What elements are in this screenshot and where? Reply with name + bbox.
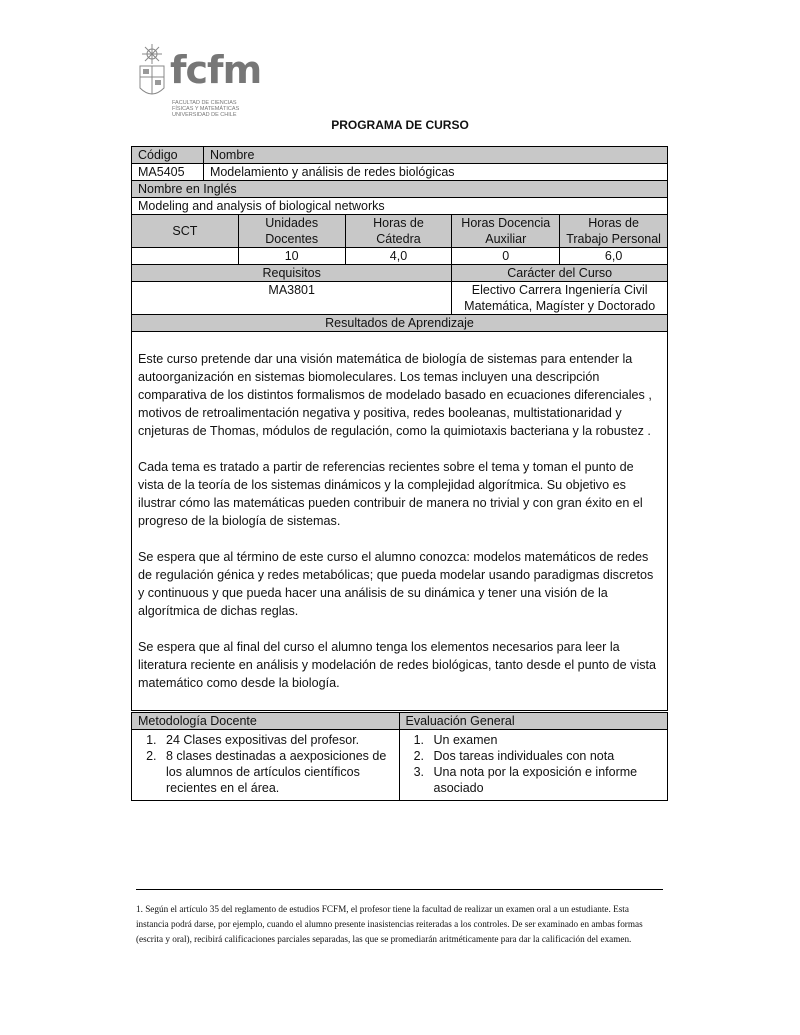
auxiliar-header: Horas Docencia Auxiliar [452, 215, 560, 248]
catedra-header: Horas de Cátedra [345, 215, 452, 248]
list-item: 3. Una nota por la exposición e informe asociado [428, 764, 661, 796]
sct-value [132, 248, 239, 265]
caracter-label: Carácter del Curso [452, 265, 668, 282]
resultados-label: Resultados de Aprendizaje [132, 315, 668, 332]
fcfm-logo [136, 44, 266, 120]
course-name: Modelamiento y análisis de redes biológicas [203, 164, 667, 181]
resultados-paragraph: Este curso pretende dar una visión matemática de biología de sistemas para entender la autoorganización en sistemas biomoleculares. Los temas incluyen una descripción comparativa de los distintos formalismos de modelado basado en ecuaciones diferenciales , motivos de retroalimentación negativa y positiva, redes booleanas, multistationaridad y cnjeturas de Thomas, módulos de regulación, como la quimiotaxis bacteriana y la robustez . [138, 352, 652, 438]
unidades-value: 10 [238, 248, 345, 265]
metodologia-cell [132, 730, 400, 801]
footnote: 1. Según el artículo 35 del reglamento de estudios FCFM, el profesor tiene la facultad de realizar un examen oral a un estudiante. Esta instancia podrá darse, por ejemplo, cuando el alumno presente inasistencias reiteradas a los controles. De ser examinado en ambas formas (escrita y oral), recibirá calificaciones parciales separadas, las que se promediarán aritméticamente para dar la calificación del examen. [136, 904, 643, 944]
logo-wordmark: fcfm [170, 48, 262, 92]
evaluacion-label: Evaluación General [399, 713, 667, 730]
resultados-paragraph: Se espera que al término de este curso el alumno conozca: modelos matemáticos de redes de regulación génica y redes metabólicas; que pueda modelar usando paradigmas discretos y continuous y que pueda hacer una análisis de su dinámica y tener una visión de la algorítmica de dichas reglas. [138, 550, 654, 618]
sct-header: SCT [132, 215, 239, 248]
list-item: 1. 24 Clases expositivas del profesor. [160, 732, 393, 748]
requisitos-value: MA3801 [132, 282, 452, 315]
personal-value: 6,0 [560, 248, 668, 265]
logo-subtitle-line: UNIVERSIDAD DE CHILE [172, 112, 237, 118]
unidades-header: Unidades Docentes [238, 215, 345, 248]
list-item: 2. Dos tareas individuales con nota [428, 748, 661, 764]
logo-subtitle [172, 100, 239, 118]
requisitos-label: Requisitos [132, 265, 452, 282]
personal-header: Horas de Trabajo Personal [560, 215, 668, 248]
resultados-content [132, 332, 668, 711]
list-item: 2. 8 clases destinadas a aexposiciones de los alumnos de artículos científicos recientes en el área. [160, 748, 393, 796]
page-title: PROGRAMA DE CURSO [331, 118, 469, 132]
resultados-paragraph: Se espera que al final del curso el alumno tenga los elementos necesarios para leer la literatura reciente en análisis y modelación de redes biológicas, tanto desde el punto de vista matemático como desde la biología. [138, 640, 657, 690]
course-program-table [131, 146, 668, 711]
logo-subtitle-line: FÍSICAS Y MATEMÁTICAS [172, 106, 240, 112]
metodologia-list [138, 732, 393, 796]
english-name-label: Nombre en Inglés [132, 181, 668, 198]
english-name: Modeling and analysis of biological networks [132, 198, 668, 215]
metodologia-label: Metodología Docente [132, 713, 400, 730]
code-label: Código [132, 147, 204, 164]
course-code: MA5405 [132, 164, 204, 181]
footnote-divider [136, 889, 663, 890]
auxiliar-value: 0 [452, 248, 560, 265]
evaluacion-cell [399, 730, 667, 801]
catedra-value: 4,0 [345, 248, 452, 265]
university-crest-icon [136, 44, 168, 114]
list-item: 1. Un examen [428, 732, 661, 748]
evaluacion-list [406, 732, 661, 796]
methodology-evaluation-table [131, 712, 668, 801]
caracter-value: Electivo Carrera Ingeniería Civil Matemática, Magíster y Doctorado [452, 282, 668, 315]
logo-subtitle-line: FACULTAD DE CIENCIAS [172, 100, 237, 106]
resultados-paragraph: Cada tema es tratado a partir de referencias recientes sobre el tema y toman el punto de vista de la teoría de los sistemas dinámicos y la complejidad algorítmica. Su objetivo es ilustrar cómo las matemáticas pueden contribuir de manera no trivial y con gran éxito en el progreso de la biología de sistemas. [138, 460, 643, 528]
name-label: Nombre [203, 147, 667, 164]
